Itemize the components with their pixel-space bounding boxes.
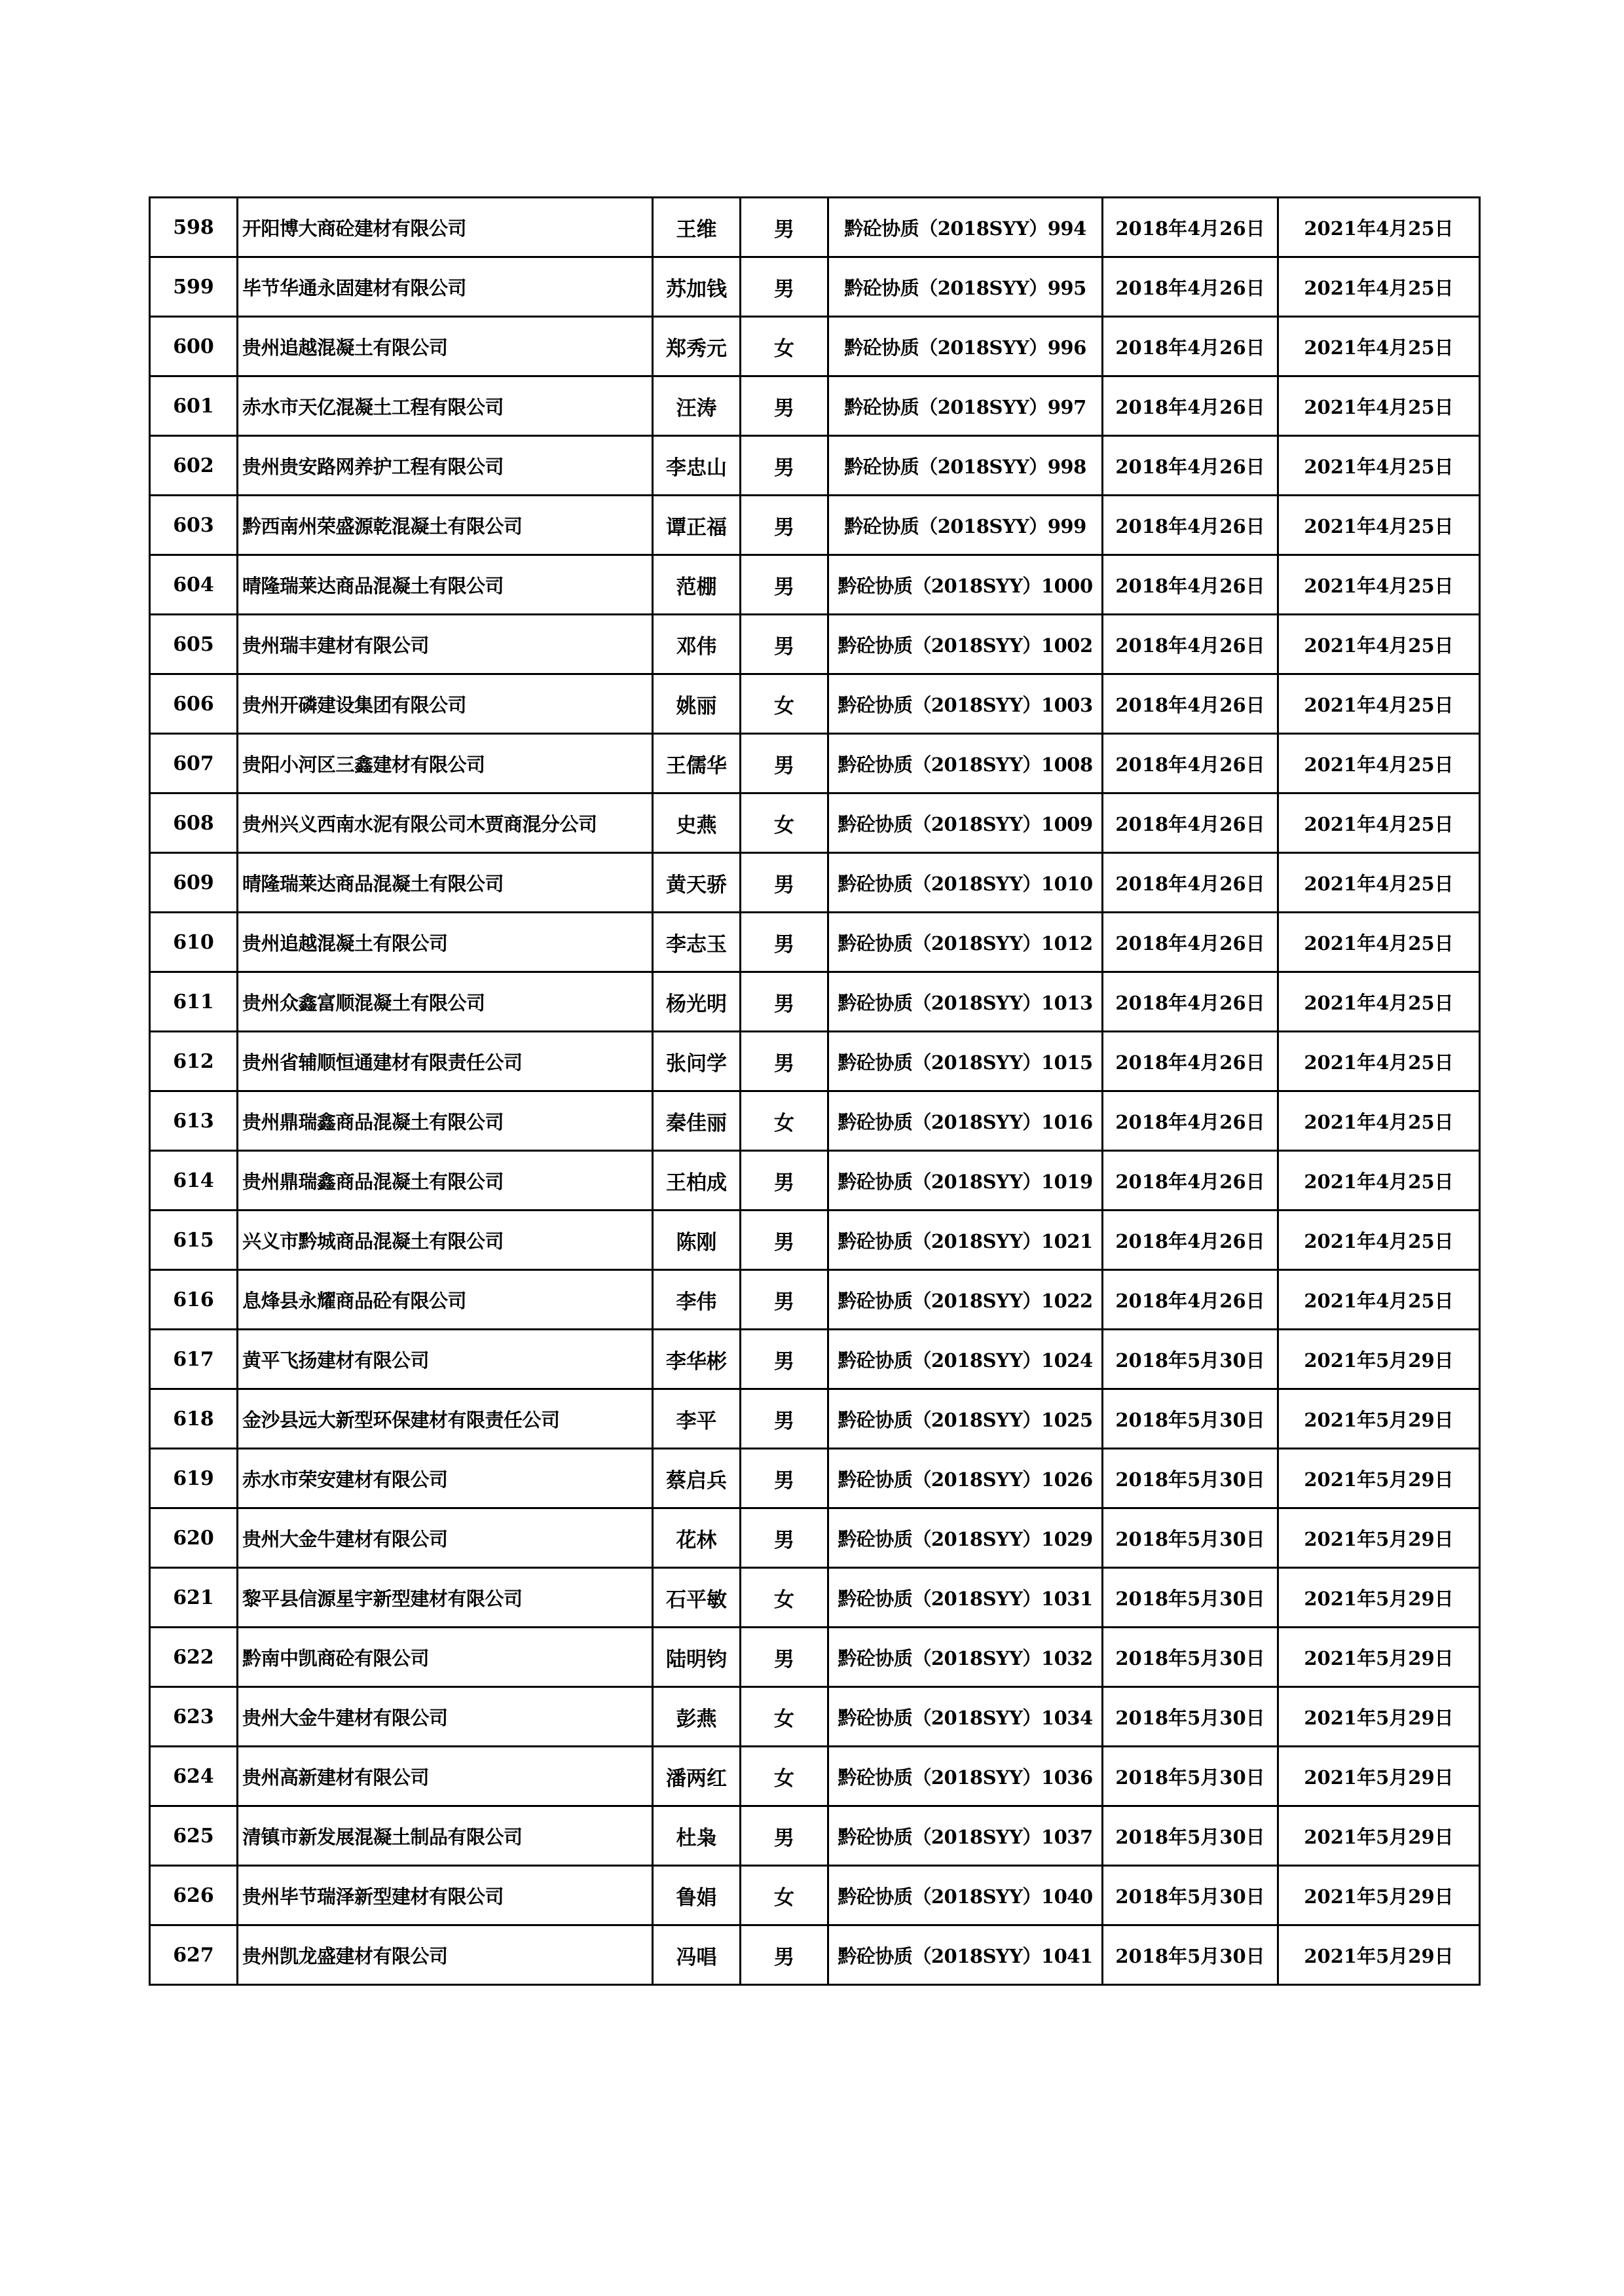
expiry-date: 2021年4月25日 <box>1278 257 1480 317</box>
row-number: 616 <box>150 1270 238 1330</box>
certificate-number: 黔砼协质（2018SYY）1016 <box>828 1091 1103 1151</box>
expiry-date: 2021年5月29日 <box>1278 1389 1480 1449</box>
issue-date: 2018年4月26日 <box>1103 436 1278 496</box>
row-number: 621 <box>150 1568 238 1628</box>
company-name: 贵州开磷建设集团有限公司 <box>238 674 653 734</box>
company-name: 息烽县永耀商品砼有限公司 <box>238 1270 653 1330</box>
company-name: 贵州追越混凝土有限公司 <box>238 317 653 376</box>
person-name: 李平 <box>653 1389 741 1449</box>
expiry-date: 2021年5月29日 <box>1278 1925 1480 1985</box>
certificate-number: 黔砼协质（2018SYY）1015 <box>828 1032 1103 1091</box>
row-number: 625 <box>150 1806 238 1866</box>
certificate-table <box>149 196 1481 1986</box>
company-name: 金沙县远大新型环保建材有限责任公司 <box>238 1389 653 1449</box>
gender: 男 <box>741 1449 828 1508</box>
issue-date: 2018年4月26日 <box>1103 555 1278 615</box>
expiry-date: 2021年4月25日 <box>1278 496 1480 555</box>
issue-date: 2018年4月26日 <box>1103 1151 1278 1211</box>
expiry-date: 2021年5月29日 <box>1278 1330 1480 1389</box>
issue-date: 2018年4月26日 <box>1103 615 1278 674</box>
gender: 男 <box>741 1032 828 1091</box>
table-row <box>150 1270 1480 1330</box>
issue-date: 2018年4月26日 <box>1103 674 1278 734</box>
gender: 男 <box>741 1389 828 1449</box>
gender: 男 <box>741 436 828 496</box>
row-number: 605 <box>150 615 238 674</box>
table-row <box>150 198 1480 257</box>
table-row <box>150 853 1480 913</box>
person-name: 张问学 <box>653 1032 741 1091</box>
issue-date: 2018年5月30日 <box>1103 1508 1278 1568</box>
table-row <box>150 1628 1480 1687</box>
certificate-number: 黔砼协质（2018SYY）1031 <box>828 1568 1103 1628</box>
gender: 男 <box>741 853 828 913</box>
person-name: 范棚 <box>653 555 741 615</box>
expiry-date: 2021年5月29日 <box>1278 1628 1480 1687</box>
issue-date: 2018年5月30日 <box>1103 1866 1278 1925</box>
company-name: 贵州众鑫富顺混凝土有限公司 <box>238 972 653 1032</box>
issue-date: 2018年4月26日 <box>1103 198 1278 257</box>
company-name: 贵州兴义西南水泥有限公司木贾商混分公司 <box>238 793 653 853</box>
issue-date: 2018年4月26日 <box>1103 853 1278 913</box>
row-number: 619 <box>150 1449 238 1508</box>
company-name: 贵州鼎瑞鑫商品混凝土有限公司 <box>238 1091 653 1151</box>
table-row <box>150 734 1480 793</box>
certificate-number: 黔砼协质（2018SYY）1002 <box>828 615 1103 674</box>
person-name: 汪涛 <box>653 376 741 436</box>
person-name: 谭正福 <box>653 496 741 555</box>
gender: 男 <box>741 913 828 972</box>
issue-date: 2018年5月30日 <box>1103 1389 1278 1449</box>
expiry-date: 2021年4月25日 <box>1278 674 1480 734</box>
expiry-date: 2021年4月25日 <box>1278 317 1480 376</box>
gender: 男 <box>741 1806 828 1866</box>
expiry-date: 2021年4月25日 <box>1278 1032 1480 1091</box>
row-number: 610 <box>150 913 238 972</box>
certificate-number: 黔砼协质（2018SYY）1013 <box>828 972 1103 1032</box>
person-name: 冯唱 <box>653 1925 741 1985</box>
gender: 男 <box>741 734 828 793</box>
company-name: 黔西南州荣盛源乾混凝土有限公司 <box>238 496 653 555</box>
person-name: 杨光明 <box>653 972 741 1032</box>
certificate-number: 黔砼协质（2018SYY）1041 <box>828 1925 1103 1985</box>
person-name: 潘两红 <box>653 1747 741 1806</box>
person-name: 黄天骄 <box>653 853 741 913</box>
company-name: 黔南中凯商砼有限公司 <box>238 1628 653 1687</box>
expiry-date: 2021年5月29日 <box>1278 1747 1480 1806</box>
person-name: 花林 <box>653 1508 741 1568</box>
issue-date: 2018年4月26日 <box>1103 496 1278 555</box>
gender: 女 <box>741 1091 828 1151</box>
expiry-date: 2021年5月29日 <box>1278 1568 1480 1628</box>
row-number: 607 <box>150 734 238 793</box>
company-name: 兴义市黔城商品混凝土有限公司 <box>238 1211 653 1270</box>
company-name: 贵州省辅顺恒通建材有限责任公司 <box>238 1032 653 1091</box>
expiry-date: 2021年4月25日 <box>1278 853 1480 913</box>
company-name: 贵州高新建材有限公司 <box>238 1747 653 1806</box>
person-name: 姚丽 <box>653 674 741 734</box>
issue-date: 2018年4月26日 <box>1103 734 1278 793</box>
person-name: 李伟 <box>653 1270 741 1330</box>
company-name: 贵州贵安路网养护工程有限公司 <box>238 436 653 496</box>
company-name: 贵州大金牛建材有限公司 <box>238 1687 653 1747</box>
table-row <box>150 674 1480 734</box>
certificate-number: 黔砼协质（2018SYY）1000 <box>828 555 1103 615</box>
table-row <box>150 1091 1480 1151</box>
expiry-date: 2021年4月25日 <box>1278 913 1480 972</box>
table-row <box>150 257 1480 317</box>
person-name: 史燕 <box>653 793 741 853</box>
company-name: 贵州瑞丰建材有限公司 <box>238 615 653 674</box>
gender: 女 <box>741 1866 828 1925</box>
person-name: 李华彬 <box>653 1330 741 1389</box>
certificate-number: 黔砼协质（2018SYY）1032 <box>828 1628 1103 1687</box>
table-row <box>150 1687 1480 1747</box>
company-name: 清镇市新发展混凝土制品有限公司 <box>238 1806 653 1866</box>
row-number: 614 <box>150 1151 238 1211</box>
table-row <box>150 615 1480 674</box>
certificate-number: 黔砼协质（2018SYY）1026 <box>828 1449 1103 1508</box>
table-body <box>150 198 1480 1985</box>
gender: 男 <box>741 257 828 317</box>
row-number: 612 <box>150 1032 238 1091</box>
row-number: 601 <box>150 376 238 436</box>
gender: 女 <box>741 1747 828 1806</box>
issue-date: 2018年4月26日 <box>1103 913 1278 972</box>
issue-date: 2018年5月30日 <box>1103 1747 1278 1806</box>
row-number: 602 <box>150 436 238 496</box>
table-row <box>150 1925 1480 1985</box>
person-name: 陆明钧 <box>653 1628 741 1687</box>
expiry-date: 2021年5月29日 <box>1278 1866 1480 1925</box>
row-number: 615 <box>150 1211 238 1270</box>
table-row <box>150 1389 1480 1449</box>
certificate-number: 黔砼协质（2018SYY）1009 <box>828 793 1103 853</box>
person-name: 王维 <box>653 198 741 257</box>
expiry-date: 2021年4月25日 <box>1278 376 1480 436</box>
row-number: 603 <box>150 496 238 555</box>
person-name: 苏加钱 <box>653 257 741 317</box>
row-number: 620 <box>150 1508 238 1568</box>
company-name: 黄平飞扬建材有限公司 <box>238 1330 653 1389</box>
person-name: 彭燕 <box>653 1687 741 1747</box>
row-number: 623 <box>150 1687 238 1747</box>
certificate-number: 黔砼协质（2018SYY）996 <box>828 317 1103 376</box>
issue-date: 2018年4月26日 <box>1103 1032 1278 1091</box>
gender: 女 <box>741 1568 828 1628</box>
gender: 男 <box>741 555 828 615</box>
company-name: 贵州大金牛建材有限公司 <box>238 1508 653 1568</box>
person-name: 郑秀元 <box>653 317 741 376</box>
table-row <box>150 972 1480 1032</box>
expiry-date: 2021年4月25日 <box>1278 1211 1480 1270</box>
issue-date: 2018年5月30日 <box>1103 1925 1278 1985</box>
row-number: 600 <box>150 317 238 376</box>
certificate-number: 黔砼协质（2018SYY）998 <box>828 436 1103 496</box>
expiry-date: 2021年5月29日 <box>1278 1449 1480 1508</box>
row-number: 609 <box>150 853 238 913</box>
table-row <box>150 496 1480 555</box>
row-number: 606 <box>150 674 238 734</box>
issue-date: 2018年4月26日 <box>1103 317 1278 376</box>
company-name: 贵阳小河区三鑫建材有限公司 <box>238 734 653 793</box>
certificate-number: 黔砼协质（2018SYY）1021 <box>828 1211 1103 1270</box>
expiry-date: 2021年5月29日 <box>1278 1508 1480 1568</box>
row-number: 608 <box>150 793 238 853</box>
issue-date: 2018年5月30日 <box>1103 1806 1278 1866</box>
person-name: 李志玉 <box>653 913 741 972</box>
company-name: 赤水市荣安建材有限公司 <box>238 1449 653 1508</box>
table-row <box>150 1747 1480 1806</box>
issue-date: 2018年4月26日 <box>1103 1211 1278 1270</box>
expiry-date: 2021年4月25日 <box>1278 1091 1480 1151</box>
gender: 男 <box>741 1270 828 1330</box>
expiry-date: 2021年4月25日 <box>1278 436 1480 496</box>
person-name: 石平敏 <box>653 1568 741 1628</box>
expiry-date: 2021年4月25日 <box>1278 1151 1480 1211</box>
company-name: 贵州鼎瑞鑫商品混凝土有限公司 <box>238 1151 653 1211</box>
expiry-date: 2021年4月25日 <box>1278 734 1480 793</box>
expiry-date: 2021年4月25日 <box>1278 198 1480 257</box>
gender: 男 <box>741 1151 828 1211</box>
table-row <box>150 376 1480 436</box>
table-row <box>150 436 1480 496</box>
table-row <box>150 1032 1480 1091</box>
company-name: 晴隆瑞莱达商品混凝土有限公司 <box>238 555 653 615</box>
table-row <box>150 1866 1480 1925</box>
expiry-date: 2021年5月29日 <box>1278 1687 1480 1747</box>
row-number: 604 <box>150 555 238 615</box>
row-number: 622 <box>150 1628 238 1687</box>
company-name: 开阳博大商砼建材有限公司 <box>238 198 653 257</box>
certificate-number: 黔砼协质（2018SYY）1024 <box>828 1330 1103 1389</box>
certificate-number: 黔砼协质（2018SYY）1019 <box>828 1151 1103 1211</box>
issue-date: 2018年4月26日 <box>1103 793 1278 853</box>
gender: 男 <box>741 496 828 555</box>
table-row <box>150 793 1480 853</box>
person-name: 王儒华 <box>653 734 741 793</box>
gender: 男 <box>741 1211 828 1270</box>
certificate-number: 黔砼协质（2018SYY）1029 <box>828 1508 1103 1568</box>
table-row <box>150 1806 1480 1866</box>
certificate-number: 黔砼协质（2018SYY）1022 <box>828 1270 1103 1330</box>
company-name: 贵州凯龙盛建材有限公司 <box>238 1925 653 1985</box>
company-name: 贵州追越混凝土有限公司 <box>238 913 653 972</box>
issue-date: 2018年4月26日 <box>1103 972 1278 1032</box>
expiry-date: 2021年4月25日 <box>1278 793 1480 853</box>
row-number: 599 <box>150 257 238 317</box>
gender: 女 <box>741 793 828 853</box>
certificate-number: 黔砼协质（2018SYY）1037 <box>828 1806 1103 1866</box>
row-number: 617 <box>150 1330 238 1389</box>
certificate-number: 黔砼协质（2018SYY）995 <box>828 257 1103 317</box>
row-number: 626 <box>150 1866 238 1925</box>
expiry-date: 2021年4月25日 <box>1278 972 1480 1032</box>
company-name: 赤水市天亿混凝土工程有限公司 <box>238 376 653 436</box>
company-name: 贵州毕节瑞泽新型建材有限公司 <box>238 1866 653 1925</box>
table-row <box>150 1211 1480 1270</box>
company-name: 晴隆瑞莱达商品混凝土有限公司 <box>238 853 653 913</box>
company-name: 毕节华通永固建材有限公司 <box>238 257 653 317</box>
issue-date: 2018年5月30日 <box>1103 1628 1278 1687</box>
expiry-date: 2021年5月29日 <box>1278 1806 1480 1866</box>
row-number: 618 <box>150 1389 238 1449</box>
gender: 男 <box>741 1330 828 1389</box>
person-name: 鲁娟 <box>653 1866 741 1925</box>
issue-date: 2018年5月30日 <box>1103 1449 1278 1508</box>
certificate-number: 黔砼协质（2018SYY）1025 <box>828 1389 1103 1449</box>
issue-date: 2018年4月26日 <box>1103 1091 1278 1151</box>
gender: 男 <box>741 198 828 257</box>
certificate-number: 黔砼协质（2018SYY）994 <box>828 198 1103 257</box>
table-row <box>150 555 1480 615</box>
gender: 女 <box>741 317 828 376</box>
table-row <box>150 913 1480 972</box>
issue-date: 2018年4月26日 <box>1103 376 1278 436</box>
company-name: 黎平县信源星宇新型建材有限公司 <box>238 1568 653 1628</box>
person-name: 蔡启兵 <box>653 1449 741 1508</box>
certificate-number: 黔砼协质（2018SYY）997 <box>828 376 1103 436</box>
gender: 男 <box>741 1508 828 1568</box>
gender: 男 <box>741 1925 828 1985</box>
person-name: 杜枭 <box>653 1806 741 1866</box>
table-row <box>150 1151 1480 1211</box>
expiry-date: 2021年4月25日 <box>1278 555 1480 615</box>
gender: 女 <box>741 674 828 734</box>
table-row <box>150 1508 1480 1568</box>
issue-date: 2018年4月26日 <box>1103 257 1278 317</box>
certificate-number: 黔砼协质（2018SYY）1040 <box>828 1866 1103 1925</box>
table-row <box>150 1449 1480 1508</box>
table-row <box>150 1568 1480 1628</box>
gender: 男 <box>741 1628 828 1687</box>
certificate-number: 黔砼协质（2018SYY）1003 <box>828 674 1103 734</box>
gender: 女 <box>741 1687 828 1747</box>
expiry-date: 2021年4月25日 <box>1278 615 1480 674</box>
row-number: 598 <box>150 198 238 257</box>
expiry-date: 2021年4月25日 <box>1278 1270 1480 1330</box>
table-row <box>150 317 1480 376</box>
issue-date: 2018年4月26日 <box>1103 1270 1278 1330</box>
person-name: 王柏成 <box>653 1151 741 1211</box>
row-number: 624 <box>150 1747 238 1806</box>
issue-date: 2018年5月30日 <box>1103 1687 1278 1747</box>
certificate-number: 黔砼协质（2018SYY）1034 <box>828 1687 1103 1747</box>
issue-date: 2018年5月30日 <box>1103 1330 1278 1389</box>
person-name: 邓伟 <box>653 615 741 674</box>
row-number: 611 <box>150 972 238 1032</box>
certificate-number: 黔砼协质（2018SYY）1036 <box>828 1747 1103 1806</box>
person-name: 李忠山 <box>653 436 741 496</box>
gender: 男 <box>741 972 828 1032</box>
person-name: 陈刚 <box>653 1211 741 1270</box>
gender: 男 <box>741 376 828 436</box>
certificate-number: 黔砼协质（2018SYY）1008 <box>828 734 1103 793</box>
certificate-number: 黔砼协质（2018SYY）1010 <box>828 853 1103 913</box>
certificate-number: 黔砼协质（2018SYY）1012 <box>828 913 1103 972</box>
row-number: 627 <box>150 1925 238 1985</box>
issue-date: 2018年5月30日 <box>1103 1568 1278 1628</box>
table-row <box>150 1330 1480 1389</box>
certificate-number: 黔砼协质（2018SYY）999 <box>828 496 1103 555</box>
person-name: 秦佳丽 <box>653 1091 741 1151</box>
row-number: 613 <box>150 1091 238 1151</box>
gender: 男 <box>741 615 828 674</box>
